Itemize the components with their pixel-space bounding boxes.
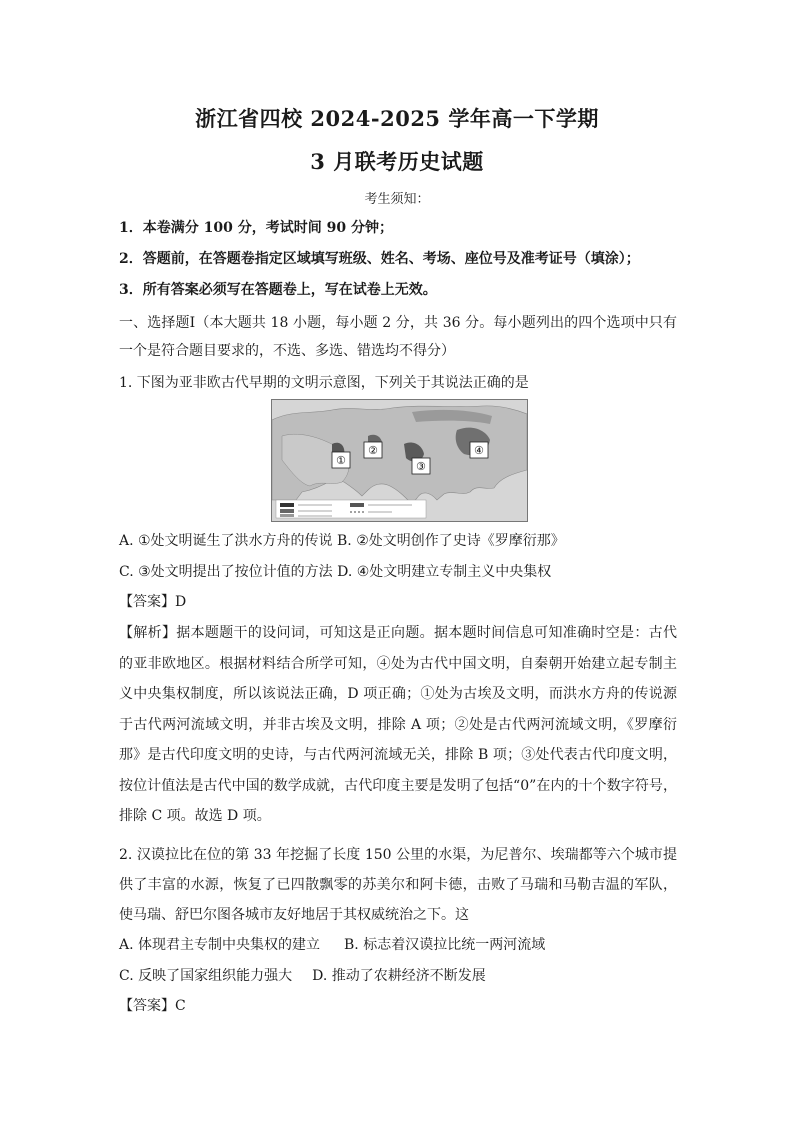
q1-option-d[interactable]: D. ④处文明建立专制主义中央集权 (337, 564, 552, 580)
notice-item-1: 1．本卷满分 100 分，考试时间 90 分钟； (119, 220, 393, 236)
exam-title-line2: 3 月联考历史试题 (310, 149, 484, 174)
notice-heading: 考生须知： (364, 192, 430, 207)
question-2-options-row2 (119, 965, 486, 985)
q1-option-c[interactable]: C. ③处文明提出了按位计值的方法 (119, 564, 333, 580)
q2-option-d[interactable]: D. 推动了农耕经济不断发展 (312, 968, 486, 984)
question-1-options-row1 (119, 530, 565, 550)
question-1-options-row2 (119, 561, 551, 581)
q1-option-b[interactable]: B. ②处文明创作了史诗《罗摩衍那》 (337, 533, 565, 549)
question-1-stem: 1. 下图为亚非欧古代早期的文明示意图，下列关于其说法正确的是 (119, 375, 529, 391)
q2-option-b[interactable]: B. 标志着汉谟拉比统一两河流域 (344, 937, 546, 953)
q1-option-a[interactable]: A. ①处文明诞生了洪水方舟的传说 (119, 533, 333, 549)
map-drawing (272, 400, 527, 521)
map-marker-3: ③ (416, 460, 426, 473)
q2-option-c[interactable]: C. 反映了国家组织能力强大 (119, 968, 293, 984)
question-2-options-row1 (119, 934, 545, 954)
question-1-analysis: 【解析】据本题题干的设问词，可知这是正向题。据本题时间信息可知准确时空是：古代的亚非欧地区。根据材料结合所学可知，④处为古代中国文明，自秦朝开始建立起专制主义中央集权制度，所以该说法正确，D 项正确；①处为古埃及文明，而洪水方舟的传说源于古代两河流域文明，并非古埃及文明，排除 A 项；②处是古代两河流域文明，《罗摩衍那》是古代印度文明的史诗，与古代两河流域无关，排除 B 项；③处代表古代印度文明，按位计值法是古代中国的数学成就，古代印度主要是发明了包括“0”在内的十个数字符号，排除 C 项。故选 D 项。 (119, 625, 677, 824)
q2-option-a[interactable]: A. 体现君主专制中央集权的建立 (119, 937, 321, 953)
civilization-map-image (271, 399, 528, 522)
notice-item-3: 3．所有答案必须写在答题卷上，写在试卷上无效。 (119, 282, 437, 298)
map-marker-4: ④ (474, 444, 484, 457)
question-1-answer: 【答案】D (119, 594, 187, 610)
map-marker-2: ② (368, 444, 378, 457)
question-2-stem: 2. 汉谟拉比在位的第 33 年挖掘了长度 150 公里的水渠，为尼普尔、埃瑞都等六个城市提供了丰富的水源，恢复了已四散飘零的苏美尔和阿卡德，击败了马瑞和马勒吉温的军队，使马瑞、舒巴尔图各城市友好地居于其权威统治之下。这 (119, 847, 677, 923)
map-marker-1: ① (336, 454, 346, 467)
notice-item-2: 2．答题前，在答题卷指定区域填写班级、姓名、考场、座位号及准考证号（填涂）； (119, 251, 640, 267)
question-2-answer: 【答案】C (119, 998, 186, 1014)
section-intro: 一、选择题Ⅰ（本大题共 18 小题，每小题 2 分，共 36 分。每小题列出的四个选项中只有一个是符合题目要求的，不选、多选、错选均不得分） (119, 315, 677, 359)
exam-title-line1: 浙江省四校 2024-2025 学年高一下学期 (195, 106, 599, 131)
